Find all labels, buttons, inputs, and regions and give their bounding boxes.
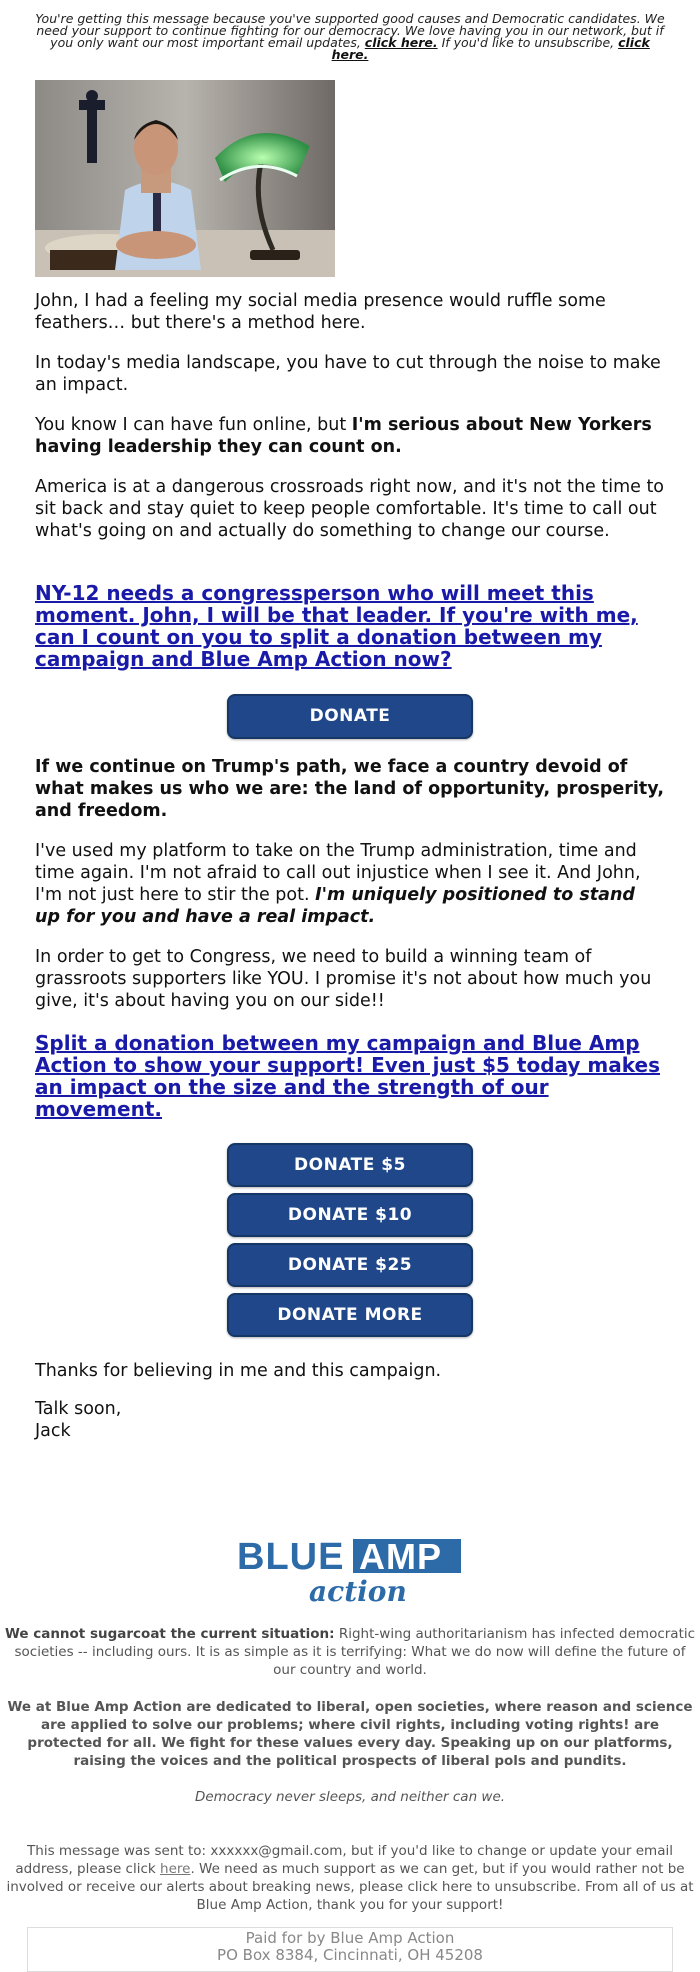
paid-for-line: Paid for by Blue Amp Action xyxy=(245,1929,455,1947)
donate-5-button[interactable]: DONATE $5 xyxy=(227,1143,473,1187)
donate-25-button[interactable]: DONATE $25 xyxy=(227,1243,473,1287)
candidate-photo xyxy=(35,80,335,277)
preheader-text-2: If you'd like to unsubscribe, xyxy=(437,35,619,50)
footer-situation-bold: We cannot sugarcoat the current situation: xyxy=(4,1626,335,1642)
footer-tagline: Democracy never sleeps, and neither can we. xyxy=(194,1789,506,1805)
logo-word-action: action xyxy=(309,1575,407,1607)
paragraph-7: In order to get to Congress, we need to build a winning team of grassroots supporters like YOU. I promise it's not about how much you give, it's about having you on our side!! xyxy=(35,947,652,1011)
logo-word-blue: BLUE xyxy=(237,1536,345,1578)
paragraph-5: If we continue on Trump's path, we face a country devoid of what makes us who we are: the land of opportunity, prosperity, and freedom. xyxy=(35,757,664,821)
mailing-address: PO Box 8384, Cincinnati, OH 45208 xyxy=(217,1946,483,1964)
paragraph-3: You know I can have fun online, but I'm serious about New Yorkers having leadership they can count on. xyxy=(35,415,652,457)
donate-10-button[interactable]: DONATE $10 xyxy=(227,1193,473,1237)
paragraph-6: I've used my platform to take on the Trump administration, time and time again. I'm not afraid to call out injustice when I see it. And John, I'm not just here to stir the pot. I'm uniquely positioned to stand up for you and have a real impact. xyxy=(35,841,641,927)
blue-amp-action-logo xyxy=(235,1535,465,1607)
paragraph-1: John, I had a feeling my social media presence would ruffle some feathers… but there's a method here. xyxy=(35,291,606,333)
email-preferences-link[interactable]: click here. xyxy=(364,35,438,50)
paragraph-8: Thanks for believing in me and this campaign. xyxy=(35,1361,442,1381)
unsubscribe-link[interactable]: click here. xyxy=(331,35,650,62)
footer-sent-to: This message was sent to: xxxxxx@gmail.com, but if you'd like to change or update your email address, please click here. We need as much support as we can get, but if you would rather not be involved or receive our alerts about breaking news, please click here to unsubscribe. From all of us at Blue Amp Action, thank you for your support! xyxy=(6,1843,694,1913)
donation-cta-link-2[interactable]: Split a donation between my campaign and Blue Amp Action to show your support! Even just $5 today makes an impact on the size and the strength of our movement. xyxy=(35,1031,660,1121)
footer-mission: We at Blue Amp Action are dedicated to liberal, open societies, where reason and science are applied to solve our problems; where civil rights, including voting rights! are protected for all. We fight for these values every day. Speaking up on our platforms, raising the voices and the political prospects of liberal pols and pundits. xyxy=(7,1699,693,1769)
paragraph-3-bold: I'm serious about New Yorkers having leadership they can count on. xyxy=(35,415,652,457)
donate-more-button[interactable]: DONATE MORE xyxy=(227,1293,473,1337)
paid-for-box xyxy=(27,1927,673,1972)
preheader-text-1: You're getting this message because you've supported good causes and Democratic candidates. We need your support to continue fighting for our democracy. We love having you in our network, but if you only want our most important email updates, xyxy=(35,11,665,50)
signature: Jack xyxy=(35,1421,71,1441)
paragraph-2: In today's media landscape, you have to cut through the noise to make an impact. xyxy=(35,353,661,395)
footer-situation: We cannot sugarcoat the current situation: Right-wing authoritarianism has infected democratic societies -- including ours. It is as simple as it is terrifying: What we do now will define the future of our country and world. xyxy=(4,1626,696,1678)
paragraph-6-emphasis: I'm uniquely positioned to stand up for you and have a real impact. xyxy=(35,885,635,927)
update-email-link[interactable]: here xyxy=(160,1861,191,1877)
paragraph-4: America is at a dangerous crossroads right now, and it's not the time to sit back and stay quiet to keep people comfortable. It's time to call out what's going on and actually do something to change our course. xyxy=(35,477,665,541)
signoff: Talk soon, xyxy=(35,1399,122,1419)
logo-word-amp: AMP xyxy=(359,1536,442,1577)
donation-cta-link-1[interactable]: NY-12 needs a congressperson who will meet this moment. John, I will be that leader. If you're with me, can I count on you to split a donation between my campaign and Blue Amp Action now? xyxy=(35,581,638,671)
donate-button[interactable]: DONATE xyxy=(227,694,473,739)
candidate-photo-icon xyxy=(35,80,335,277)
preheader xyxy=(30,13,670,61)
